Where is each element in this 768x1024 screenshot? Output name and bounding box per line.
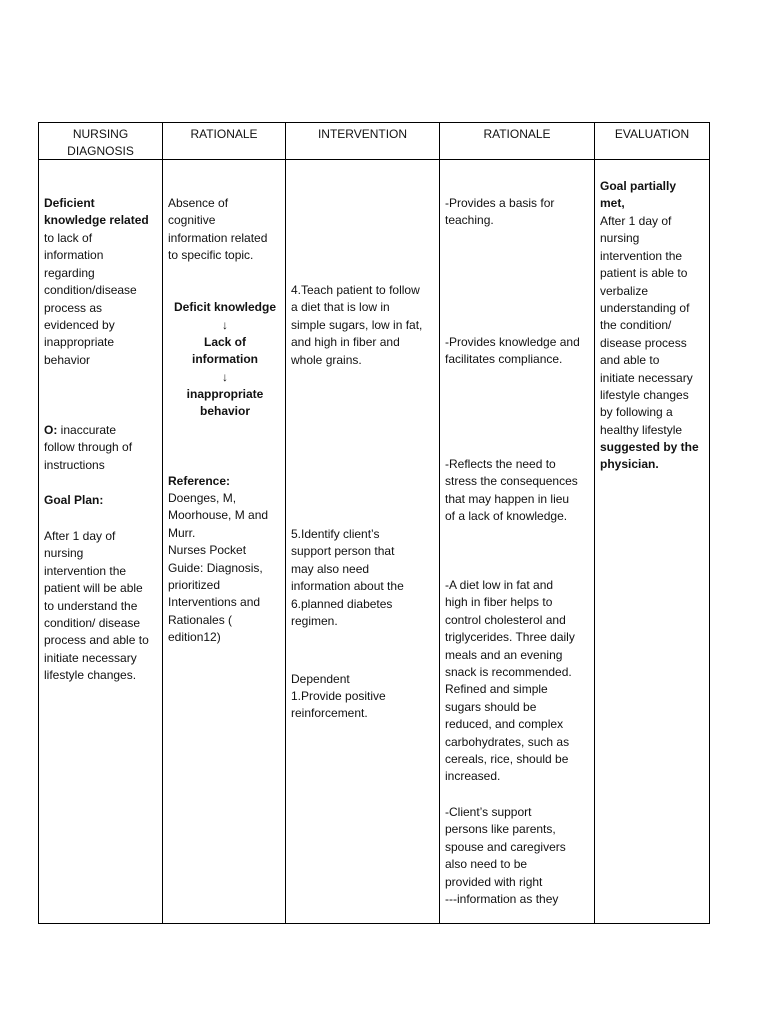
header-nursing-diagnosis: NURSING DIAGNOSIS (67, 127, 134, 158)
header-rationale-2: RATIONALE (483, 127, 551, 141)
dependent-item: 1.Provide positive reinforcement. (291, 689, 386, 721)
goal-plan-label: Goal Plan: (44, 493, 104, 507)
flow-lack-of-information: Lack of information (192, 335, 258, 367)
column-divider (162, 123, 163, 923)
dependent-label: Dependent (291, 672, 350, 686)
evaluation-suggested: suggested by the physician. (600, 440, 699, 472)
diagnosis-related: to lack of information regarding condition/disease process as evidenced by inappropriate behavior (44, 231, 137, 367)
header-rationale-1: RATIONALE (190, 127, 258, 141)
intervention-item-5: 5.Identify client’s support person that may also need information about the 6.planned diabetes regimen. (291, 527, 404, 629)
care-plan-table (38, 122, 710, 924)
header-evaluation: EVALUATION (614, 127, 690, 141)
flow-deficit-knowledge: Deficit knowledge (173, 300, 277, 314)
column-divider (594, 123, 595, 923)
rationale-2-item: -Client’s support persons like parents, spouse and caregivers also need to be provided with right ---information as they (445, 805, 566, 907)
objective-label: O: (44, 423, 58, 437)
column-divider (439, 123, 440, 923)
reference-label: Reference: (168, 474, 231, 488)
flow-inappropriate-behavior: inappropriate behavior (186, 387, 264, 419)
diagnosis-deficient: Deficient knowledge related (44, 196, 149, 228)
rationale-2-item: -Provides a basis for teaching. (445, 196, 555, 228)
evaluation-goal-status: Goal partially met, (600, 179, 677, 211)
rationale-absence: Absence of cognitive information related to specific topic. (168, 196, 268, 263)
header-intervention: INTERVENTION (317, 127, 408, 141)
goal-plan-text: After 1 day of nursing intervention the patient will be able to understand the condition/ disease process and able to initiate necessary lifestyle changes. (44, 529, 149, 683)
column-divider (285, 123, 286, 923)
table-header-row (39, 123, 709, 160)
flow-arrow-down-icon: ↓ (222, 318, 228, 332)
evaluation-text: After 1 day of nursing intervention the patient is able to verbalize understanding of the condition/ disease process and able to initiate necessary lifestyle changes by following a healthy lifestyle (600, 214, 693, 437)
rationale-2-item: -Reflects the need to stress the consequences that may happen in lieu of a lack of knowledge. (445, 457, 578, 524)
reference-text: Doenges, M, Moorhouse, M and Murr. Nurses Pocket Guide: Diagnosis, prioritized Interventions and Rationales ( edition12) (168, 491, 269, 645)
diagnosis-objective (44, 422, 132, 474)
intervention-item-4: 4.Teach patient to follow a diet that is low in simple sugars, low in fat, and high in fiber and whole grains. (291, 283, 423, 367)
objective-text: inaccurate follow through of instructions (44, 423, 133, 472)
rationale-2-item: -Provides knowledge and facilitates compliance. (445, 335, 580, 367)
rationale-2-item: -A diet low in fat and high in fiber helps to control cholesterol and triglycerides. Three daily meals and an evening snack is recommended. Refined and simple sugars should be reduced, and complex carbohydrates, such as cereals, rice, should be increased. (445, 578, 575, 784)
flow-arrow-down-icon: ↓ (222, 370, 228, 384)
